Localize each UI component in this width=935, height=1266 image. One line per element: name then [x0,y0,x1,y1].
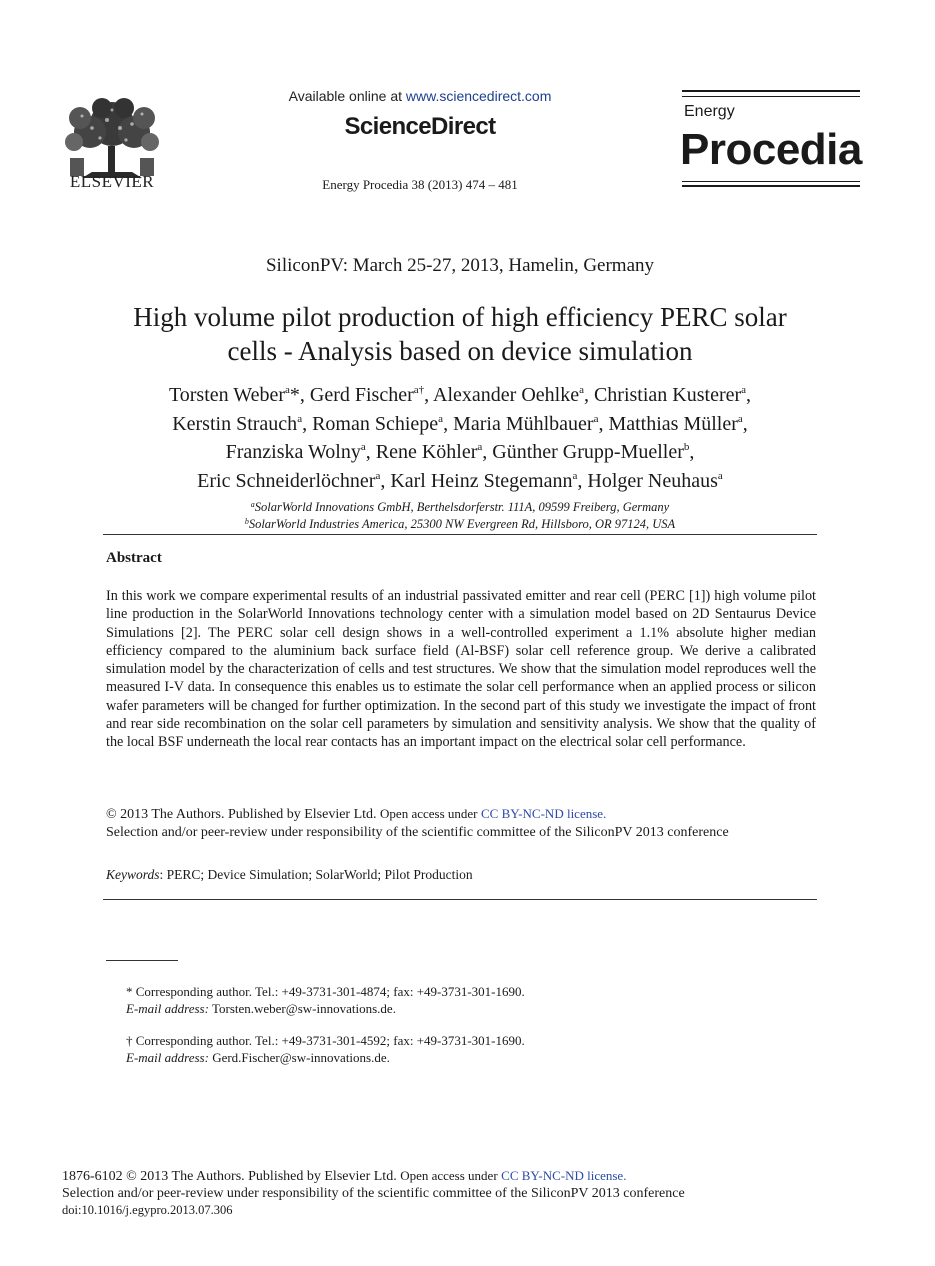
author-name: Günther Grupp-Mueller [492,441,684,463]
title-line: cells - Analysis based on device simulation [227,336,693,366]
author-affil-sup: a† [413,384,425,396]
author-sep: , [742,412,748,435]
email-address: Torsten.weber@sw-innovations.de. [211,1000,396,1016]
author-list [60,383,860,497]
author-sep: , [299,384,310,406]
author-sep: , [598,412,609,435]
author-sep: , [482,441,493,463]
author-name: Roman Schiepe [312,412,439,435]
author-name: Christian Kusterer [593,384,742,406]
journal-logo-energy: Energy [684,103,735,120]
conference-name: SiliconPV: March 25-27, 2013, Hamelin, Germany [265,255,655,276]
paper-title [80,300,840,368]
journal-logo-procedia: Procedia [680,125,862,174]
author-affil-sup: b [683,441,690,453]
available-online-prefix: Available online at [288,88,402,104]
author-affil-sup: a [579,384,584,396]
author-sep: , [689,441,695,463]
author-affil-sup: a [360,441,366,453]
author-name: Franziska Wolny [225,441,361,463]
sciencedirect-url-link[interactable]: www.sciencedirect.com [405,88,552,104]
author-sep: , [302,412,313,435]
author-sep: , [443,412,454,435]
journal-logo-rule [682,181,860,182]
keywords-label: Keywords [106,867,160,882]
abstract-heading: Abstract [106,550,162,566]
author-name: Torsten Weber [168,384,285,406]
journal-logo-rule [682,90,860,92]
section-divider [103,899,817,900]
author-line [60,412,860,441]
author-name: Holger Neuhaus [587,469,718,492]
author-name: Gerd Fischer [309,384,414,406]
author-name: Maria Mühlbauer [453,412,594,435]
affiliation-sup: b [244,517,249,526]
author-sep: , [583,384,594,406]
copyright-notice [106,805,826,841]
footnote [126,1033,826,1066]
journal-logo-rule [682,185,860,187]
open-access-label: Open access under [400,1168,498,1183]
journal-reference: Energy Procedia 38 (2013) 474 – 481 [322,177,518,192]
author-affil-sup: a [297,412,303,425]
affiliation-text: SolarWorld Industries America, 25300 NW Evergreen Rd, Hillsboro, OR 97124, USA [248,517,676,531]
author-affil-sup: a [717,469,723,482]
author-sep: , [380,469,391,492]
affiliation [80,500,840,515]
author-affil-sup: a [741,384,747,396]
email-address: Gerd.Fischer@sw-innovations.de. [212,1049,390,1065]
author-affil-sup: a [737,412,743,425]
page-footer [62,1168,882,1219]
author-affil-sup: a [572,469,578,482]
footer-copyright: 1876-6102 © 2013 The Authors. Published by Elsevier Ltd. [62,1169,397,1184]
author-name: Eric Schneiderlöchner [197,469,376,492]
abstract-text: In this work we compare experimental results of an industrial passivated emitter and rear cell (PERC [1]) high volume pilot line production in the SolarWorld Innovations technology center with a simulation model based on 2D Sentaurus Device Simulations [2]. The PERC solar cell design shows in a well-controlled experiment a 1.1% absolute higher median efficiency compared to the aluminium back surface field (Al-BSF) solar cell reference group. We derive a calibrated simulation model by the characterization of cells and test structures. We show that the simulation model reproduces well the measured I-V data. In consequence this enables us to estimate the solar cell performance when an applied process or silicon wafer parameters will be changed for further optimization. In the second part of this study we investigate the impact of front and rear side recombination on the solar cell parameters by simulation and sensitivity analysis. We show that the quality of the local BSF underneath the local rear contacts has an important impact on the electrical solar cell performance. [106,588,816,751]
title-line: High volume pilot production of high efficiency PERC solar [133,302,787,332]
author-line [60,469,860,498]
author-name: Matthias Müller [608,412,738,435]
author-affil-sup: a [375,469,381,482]
sciencedirect-brand: ScienceDirect [344,113,496,140]
license-link[interactable]: CC BY-NC-ND license. [501,1168,627,1183]
doi: doi:10.1016/j.egypro.2013.07.306 [62,1203,233,1217]
affiliation-sup: a [250,500,255,509]
keywords-text: : PERC; Device Simulation; SolarWorld; Pilot Production [159,867,473,882]
keywords [106,867,826,883]
author-affil-sup: a [477,441,483,453]
author-sep: , [424,384,434,406]
peer-review-line: Selection and/or peer-review under responsibility of the scientific committee of the SiliconPV 2013 conference [106,824,729,840]
author-name: Karl Heinz Stegemann [390,469,573,492]
author-affil-sup: a [284,384,290,396]
author-line [60,440,860,469]
copyright-line [106,805,826,824]
footer-copyright-line [62,1168,882,1186]
affiliation [80,517,840,532]
author-affil-sup: a [438,412,444,425]
journal-logo-rule [682,96,860,97]
footnote-line: † Corresponding author. Tel.: +49-3731-301-4592; fax: +49-3731-301-1690. [126,1033,525,1048]
section-divider [103,534,817,535]
available-online [240,88,600,104]
footer-peer-review: Selection and/or peer-review under responsibility of the scientific committee of the SiliconPV 2013 conference [62,1185,685,1201]
footnote [126,984,826,1017]
copyright-main: © 2013 The Authors. Published by Elsevier Ltd. [106,807,377,822]
affiliation-text: SolarWorld Innovations GmbH, Berthelsdorferstr. 111A, 09599 Freiberg, Germany [254,500,670,514]
author-name: Alexander Oehlke [433,384,580,406]
footnote-rule [106,960,178,961]
publisher-name: ELSEVIER [69,172,155,191]
author-sep: , [577,469,588,492]
email-label: E-mail address: [126,1000,209,1016]
author-affil-sup: a [593,412,599,425]
author-sep: , [746,384,752,406]
license-link[interactable]: CC BY-NC-ND license. [481,806,607,821]
author-name: Rene Köhler [375,441,478,463]
author-line [60,383,860,412]
email-label: E-mail address: [126,1049,209,1065]
author-sep: , [365,441,376,463]
author-name: Kerstin Strauch [172,412,298,435]
footnote-line: * Corresponding author. Tel.: +49-3731-301-4874; fax: +49-3731-301-1690. [126,984,525,999]
footnote-email [126,1050,826,1067]
footnote-email [126,1001,826,1018]
open-access-label: Open access under [380,806,478,821]
author-mark: * [289,384,300,406]
